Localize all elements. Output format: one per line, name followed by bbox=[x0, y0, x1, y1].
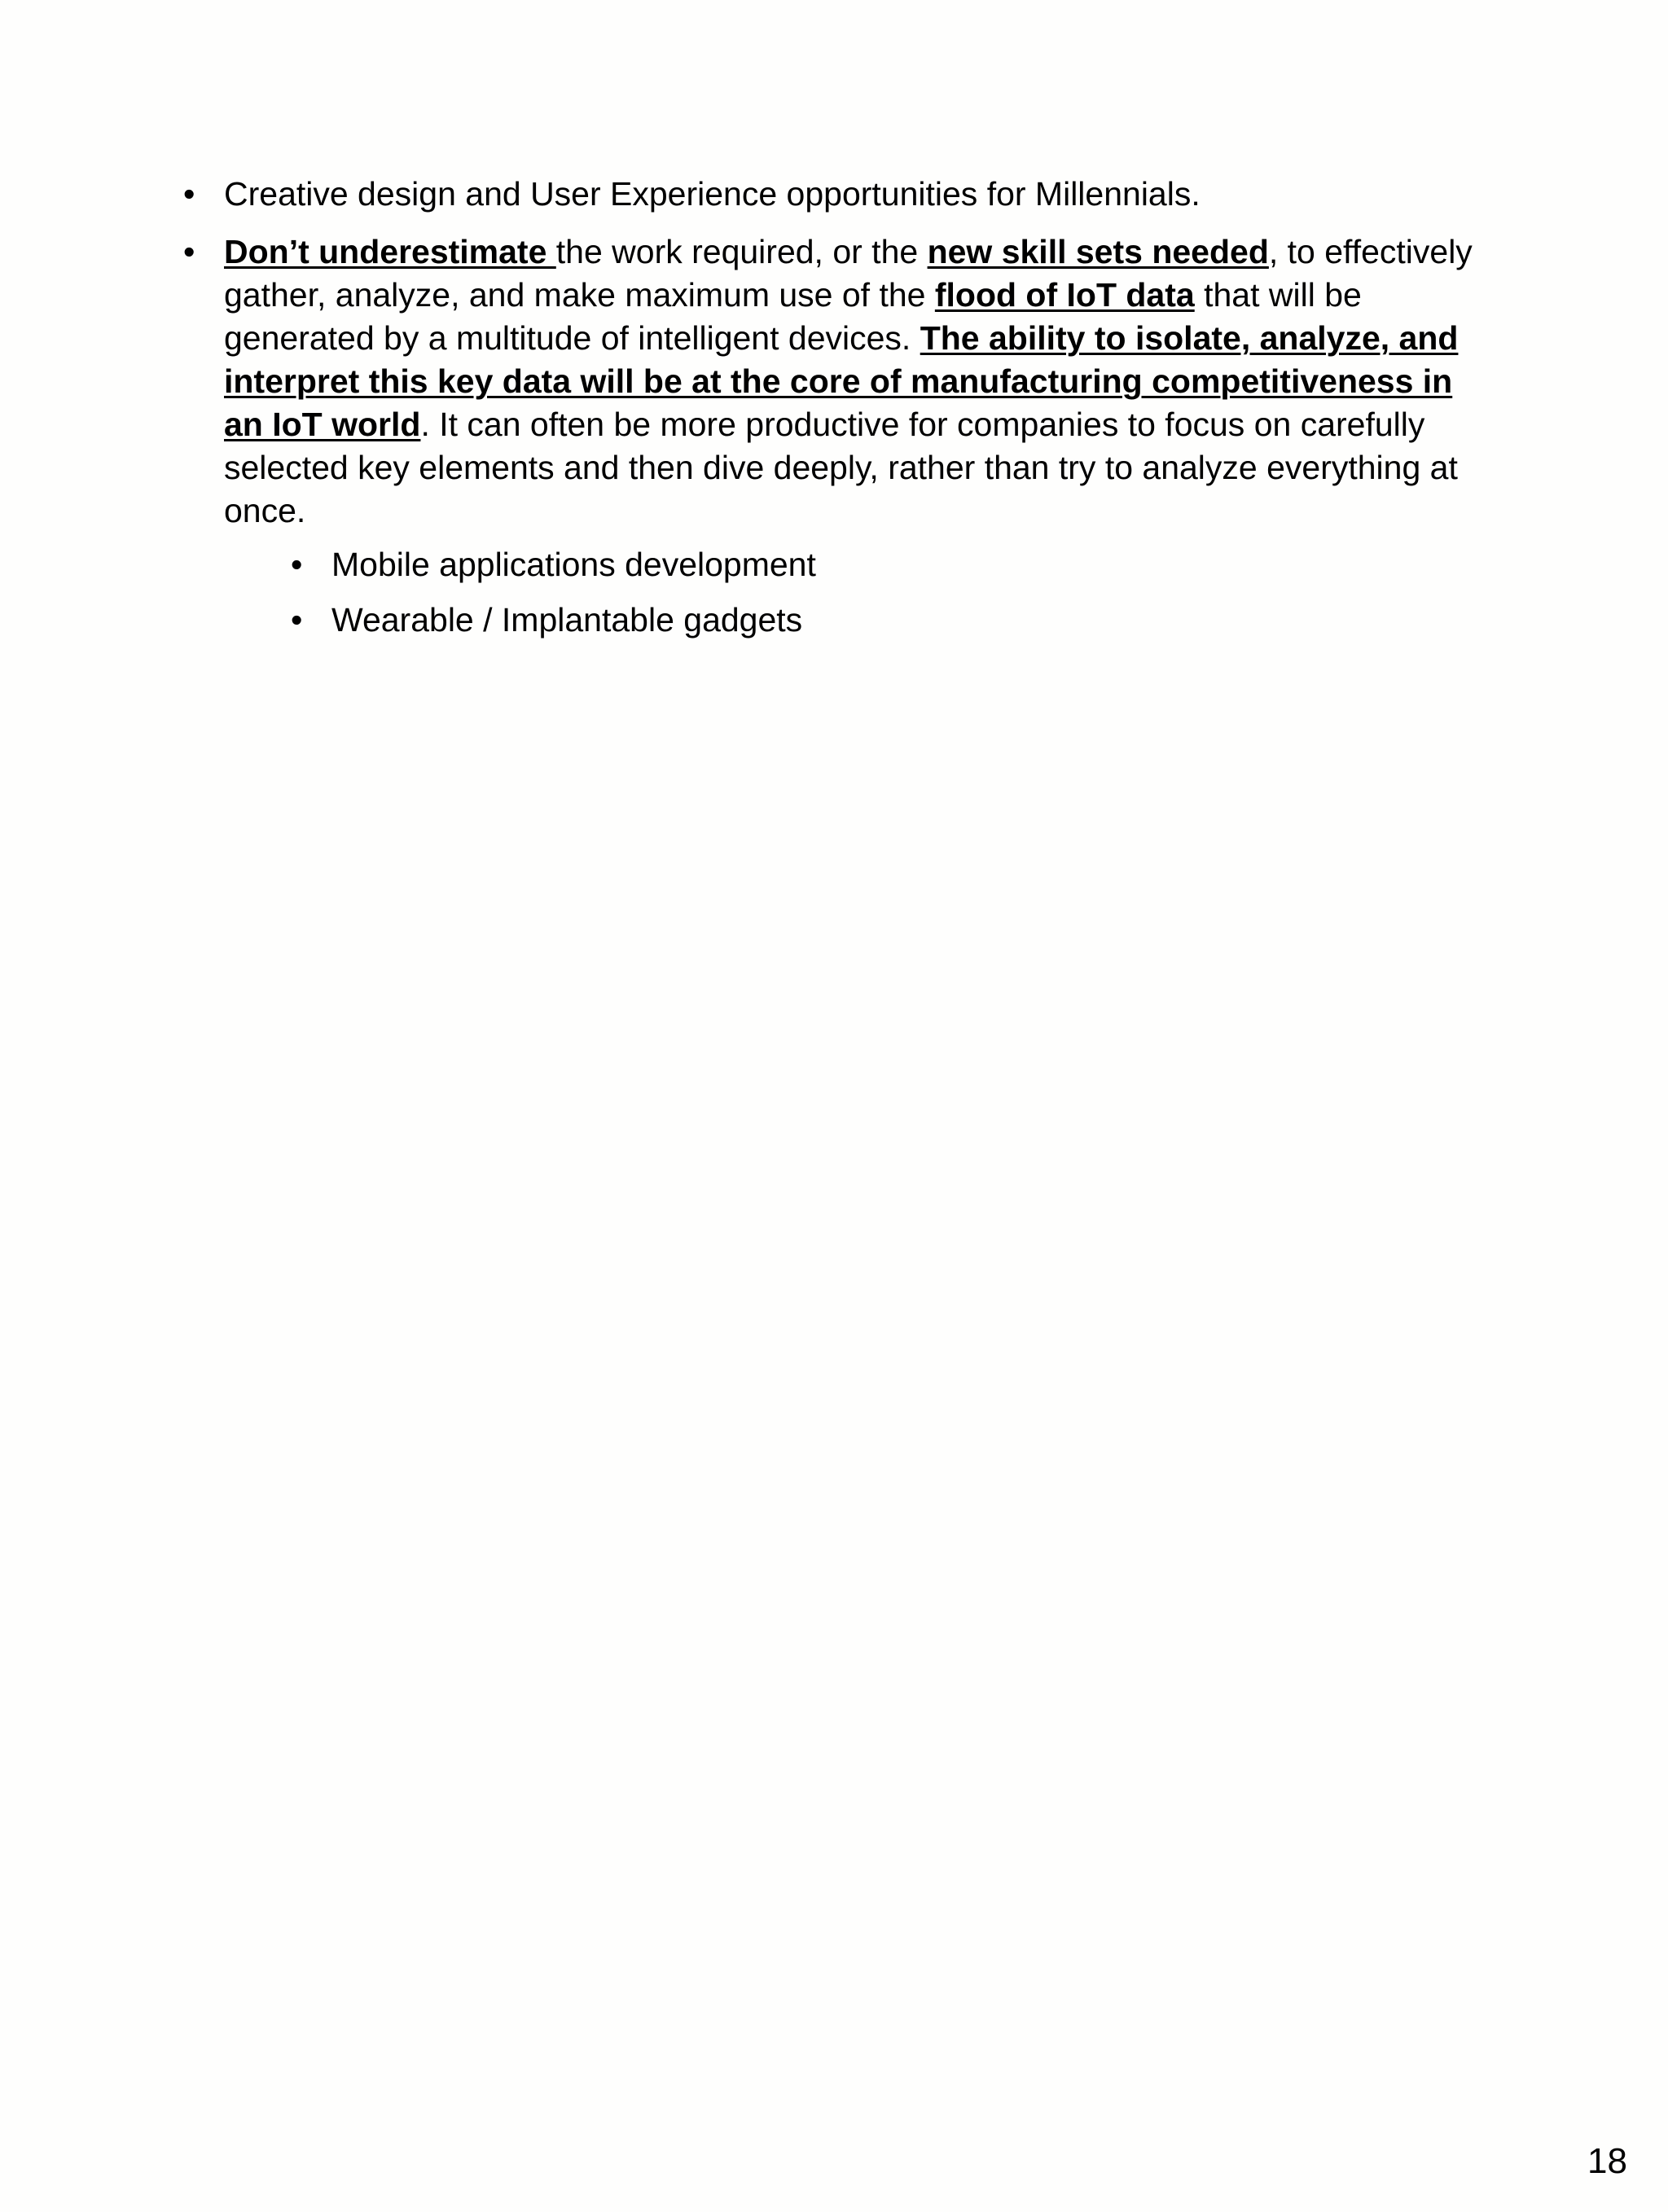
sub-bullet-item-mobile-apps bbox=[291, 543, 1472, 586]
bullet-item-underestimate bbox=[183, 230, 1495, 533]
bullet-text-segment: , to effectively gather, analyze, and make maximum use of the bbox=[224, 233, 1473, 314]
emphasis-dont-underestimate: Don’t underestimate bbox=[224, 233, 556, 270]
bullet-text-segment: . It can often be more productive for companies to focus on carefully selected key elements and then dive deeply, rather than try to analyze everything at once. bbox=[224, 406, 1458, 529]
bullet-text-segment: the work required, or the bbox=[555, 233, 928, 270]
sub-bullet-text: Wearable / Implantable gadgets bbox=[331, 601, 803, 639]
emphasis-ability-to-isolate: The ability to isolate, analyze, and interpret this key data will be at the core of manufacturing competitiveness in an IoT world bbox=[224, 319, 1459, 443]
bullet-marker: • bbox=[183, 233, 195, 270]
bullet-marker: • bbox=[183, 175, 195, 213]
emphasis-flood-of-iot-data: flood of IoT data bbox=[934, 276, 1195, 314]
bullet-item-creative-design bbox=[183, 173, 1495, 216]
sub-bullet-text: Mobile applications development bbox=[331, 546, 816, 583]
emphasis-new-skill-sets: new skill sets needed bbox=[927, 233, 1269, 270]
sub-bullet-item-wearables bbox=[291, 599, 1472, 642]
sub-bullet-marker: • bbox=[291, 546, 303, 583]
bullet-text-segment: that will be generated by a multitude of intelligent devices. bbox=[224, 276, 1362, 357]
page-number: 18 bbox=[1587, 2141, 1627, 2181]
sub-bullet-marker: • bbox=[291, 601, 303, 639]
bullet-text: Creative design and User Experience opportunities for Millennials. bbox=[224, 175, 1201, 213]
